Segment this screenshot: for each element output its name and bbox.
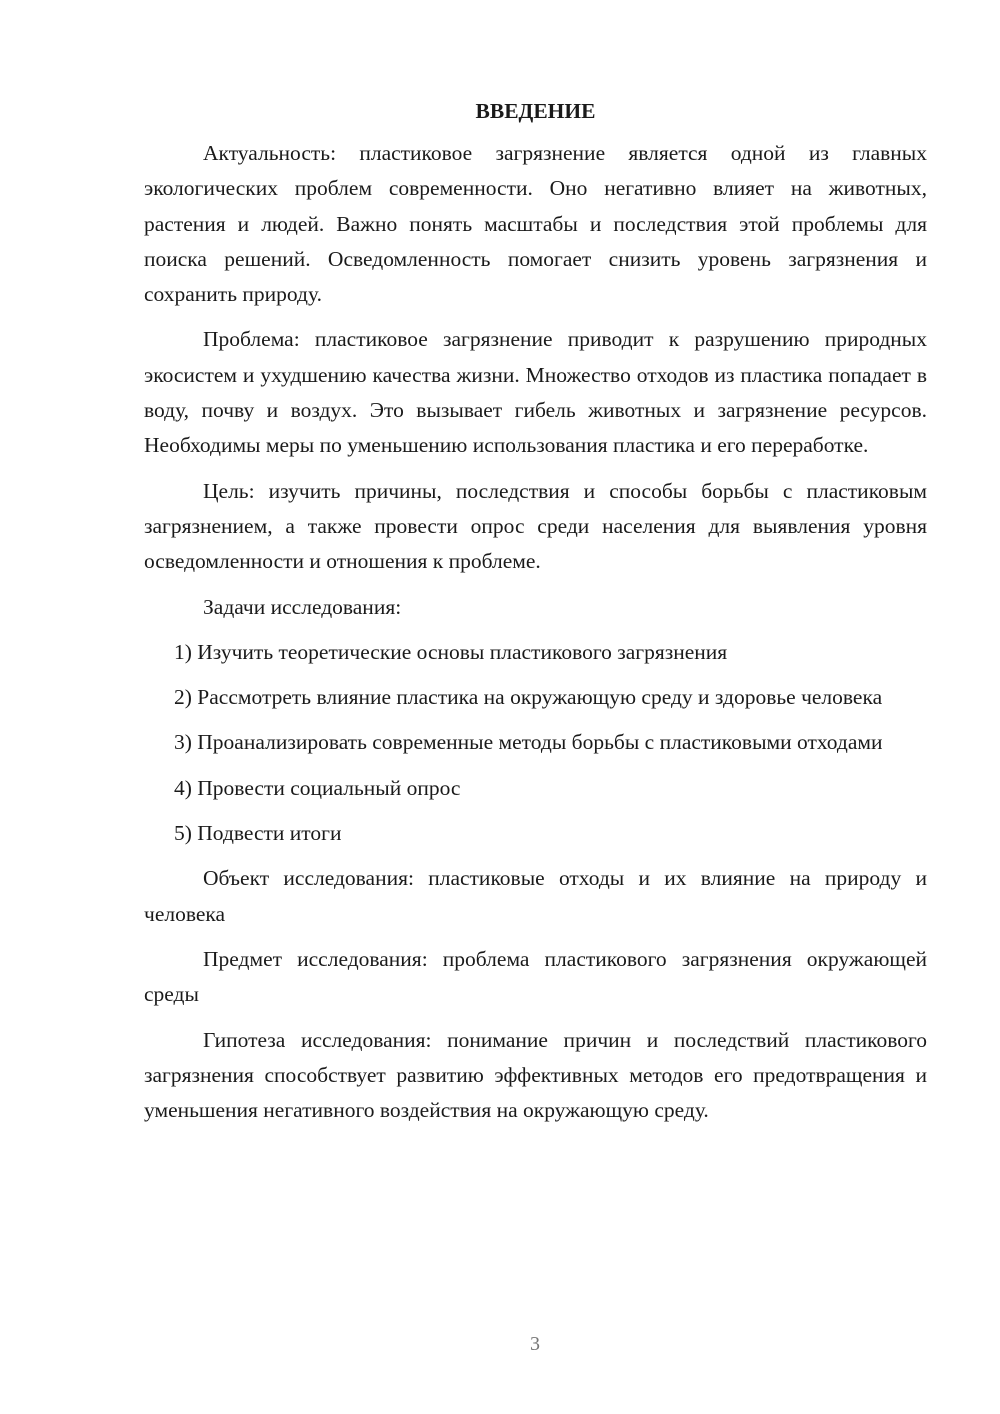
document-page bbox=[144, 96, 927, 1138]
page-title: ВВЕДЕНИЕ bbox=[475, 99, 596, 123]
paragraph-problem: Проблема: пластиковое загрязнение приводит к разрушению природных экосистем и ухудшению качества жизни. Множество отходов из пластика попадает в воду, почву и воздух. Это вызывает гибель животных и загрязнение ресурсов. Необходимы меры по уменьшению использования пластика и его переработке. bbox=[144, 327, 927, 458]
task-item-2: 2) Рассмотреть влияние пластика на окружающую среду и здоровье человека bbox=[174, 685, 883, 710]
task-item-4: 4) Провести социальный опрос bbox=[174, 775, 461, 800]
paragraph-relevance: Актуальность: пластиковое загрязнение является одной из главных экологических проблем современности. Оно негативно влияет на животных, растения и людей. Важно понять масштабы и последствия этой проблемы для поиска решений. Осведомленность помогает снизить уровень загрязнения и сохранить природу. bbox=[144, 141, 927, 307]
paragraph-object: Объект исследования: пластиковые отходы и их влияние на природу и человека bbox=[144, 866, 927, 926]
paragraph-goal: Цель: изучить причины, последствия и способы борьбы с пластиковым загрязнением, а также провести опрос среди населения для выявления уровня осведомленности и отношения к проблеме. bbox=[144, 478, 927, 574]
paragraph-subject: Предмет исследования: проблема пластикового загрязнения окружающей среды bbox=[144, 946, 927, 1007]
task-item-3: 3) Проанализировать современные методы борьбы с пластиковыми отходами bbox=[174, 730, 883, 755]
paragraph-tasks-heading: Задачи исследования: bbox=[203, 594, 402, 619]
paragraph-hypothesis: Гипотеза исследования: понимание причин и последствий пластикового загрязнения способствует развитию эффективных методов его предотвращения и уменьшения негативного воздействия на окружающую среду. bbox=[144, 1027, 927, 1123]
task-item-5: 5) Подвести итоги bbox=[174, 821, 342, 846]
page-number: 3 bbox=[530, 1333, 540, 1355]
task-item-1: 1) Изучить теоретические основы пластикового загрязнения bbox=[174, 639, 728, 664]
